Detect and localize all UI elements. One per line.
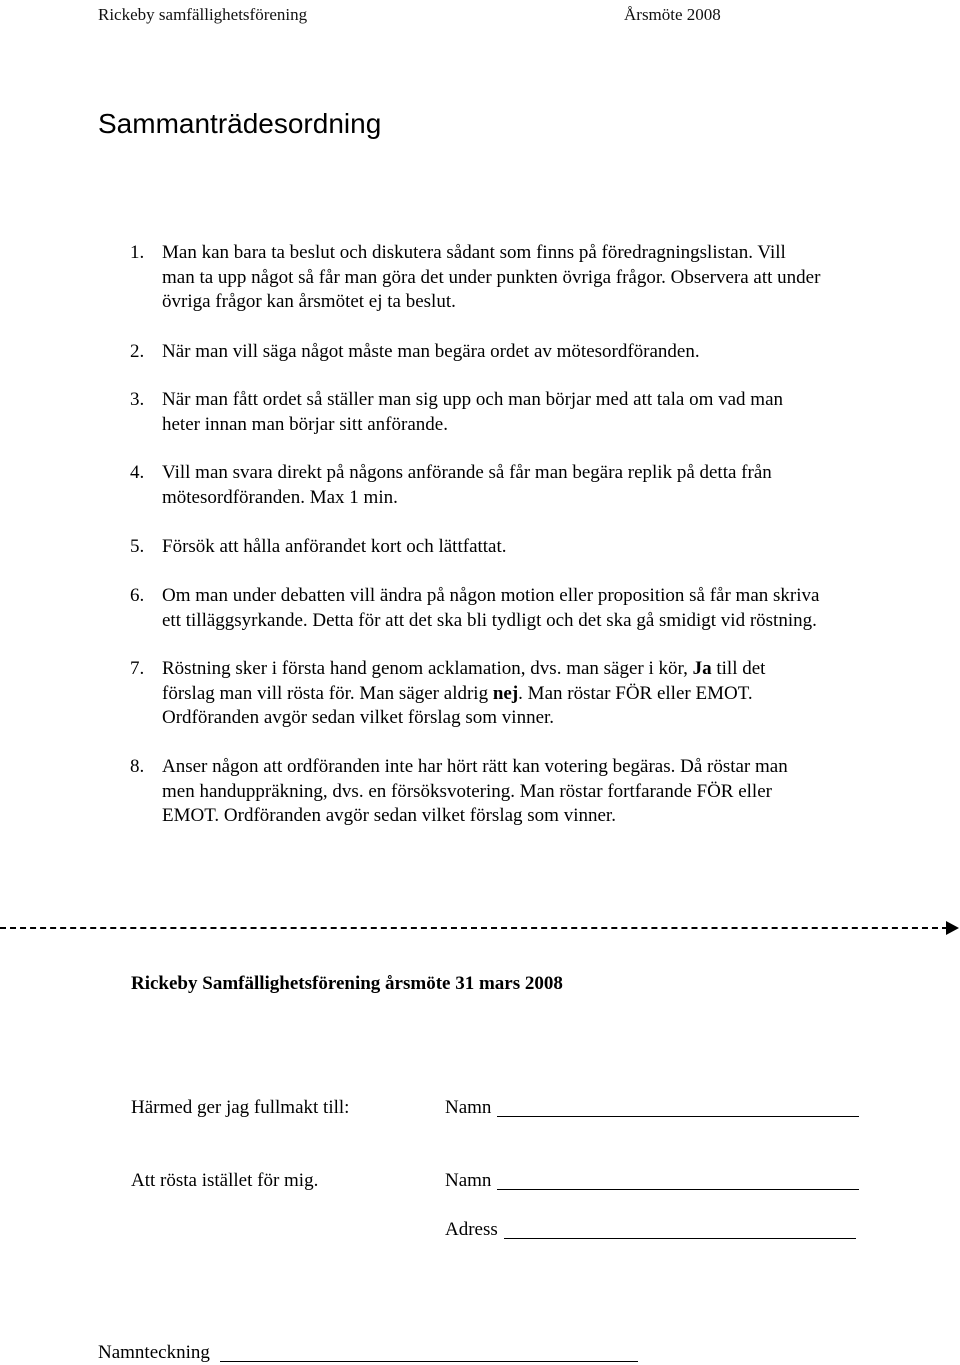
- emphasis-nej: nej: [492, 682, 519, 704]
- item-text-line: Röstning sker i första hand genom acklamation, dvs. man säger i kör, Ja till det: [162, 658, 766, 679]
- item-text-line: mötesordföranden. Max 1 min.: [162, 486, 398, 508]
- item-text-line: Anser någon att ordföranden inte har hört rätt kan votering begäras. Då röstar man: [162, 756, 788, 777]
- item-number: 4.: [130, 462, 145, 483]
- item-text-line: Man kan bara ta beslut och diskutera sådant som finns på föredragningslistan. Vill: [162, 242, 786, 263]
- address-field-line[interactable]: [504, 1238, 856, 1239]
- item-text-line: Om man under debatten vill ändra på någon motion eller proposition så får man skriva: [162, 585, 820, 606]
- name-field-line[interactable]: [497, 1116, 859, 1117]
- vote-label: Att rösta istället för mig.: [131, 1170, 319, 1191]
- item-text-line: När man vill säga något måste man begära ordet av mötesordföranden.: [162, 341, 700, 362]
- item-number: 5.: [130, 536, 145, 557]
- header-organization: Rickeby samfällighetsförening: [98, 5, 308, 24]
- item-number: 8.: [130, 756, 145, 777]
- item-text-line: Försök att hålla anförandet kort och lättfattat.: [162, 536, 507, 557]
- name-label: Namn: [445, 1170, 492, 1191]
- arrow-right-icon: [946, 921, 959, 935]
- proxy-label: Härmed ger jag fullmakt till:: [131, 1097, 350, 1118]
- item-number: 6.: [130, 585, 145, 606]
- item-text-line: När man fått ordet så ställer man sig upp och man börjar med att tala om vad man: [162, 389, 783, 410]
- item-text-line: EMOT. Ordföranden avgör sedan vilket förslag som vinner.: [162, 805, 616, 826]
- name-field-line[interactable]: [497, 1189, 859, 1190]
- item-text-line: man ta upp något så får man göra det under punkten övriga frågor. Observera att under: [162, 266, 821, 288]
- header-meeting: Årsmöte 2008: [624, 5, 721, 24]
- item-text-line: Vill man svara direkt på någons anförande så får man begära replik på detta från: [162, 462, 772, 483]
- item-number: 2.: [130, 341, 145, 362]
- name-label: Namn: [445, 1097, 492, 1118]
- item-text-line: Ordföranden avgör sedan vilket förslag som vinner.: [162, 707, 555, 728]
- cut-line-divider: [0, 927, 948, 929]
- emphasis-ja: Ja: [692, 658, 712, 679]
- form-heading: Rickeby Samfällighetsförening årsmöte 31 mars 2008: [131, 973, 563, 994]
- item-text-line: ett tilläggsyrkande. Detta för att det ska bli tydligt och det ska gå smidigt vid röstning.: [162, 609, 817, 631]
- item-text-line: förslag man vill rösta för. Man säger aldrig nej. Man röstar FÖR eller EMOT.: [162, 682, 753, 704]
- signature-label: Namnteckning: [98, 1342, 210, 1363]
- item-number: 7.: [130, 658, 145, 679]
- item-text-line: men handuppräkning, dvs. en försöksvotering. Man röstar fortfarande FÖR eller: [162, 780, 772, 802]
- item-number: 1.: [130, 242, 145, 263]
- item-number: 3.: [130, 389, 145, 410]
- item-text-line: övriga frågor kan årsmötet ej ta beslut.: [162, 291, 456, 312]
- item-text-line: heter innan man börjar sitt anförande.: [162, 413, 448, 435]
- address-label: Adress: [445, 1219, 498, 1240]
- page-title: Sammanträdesordning: [98, 108, 382, 139]
- signature-field-line[interactable]: [220, 1361, 638, 1362]
